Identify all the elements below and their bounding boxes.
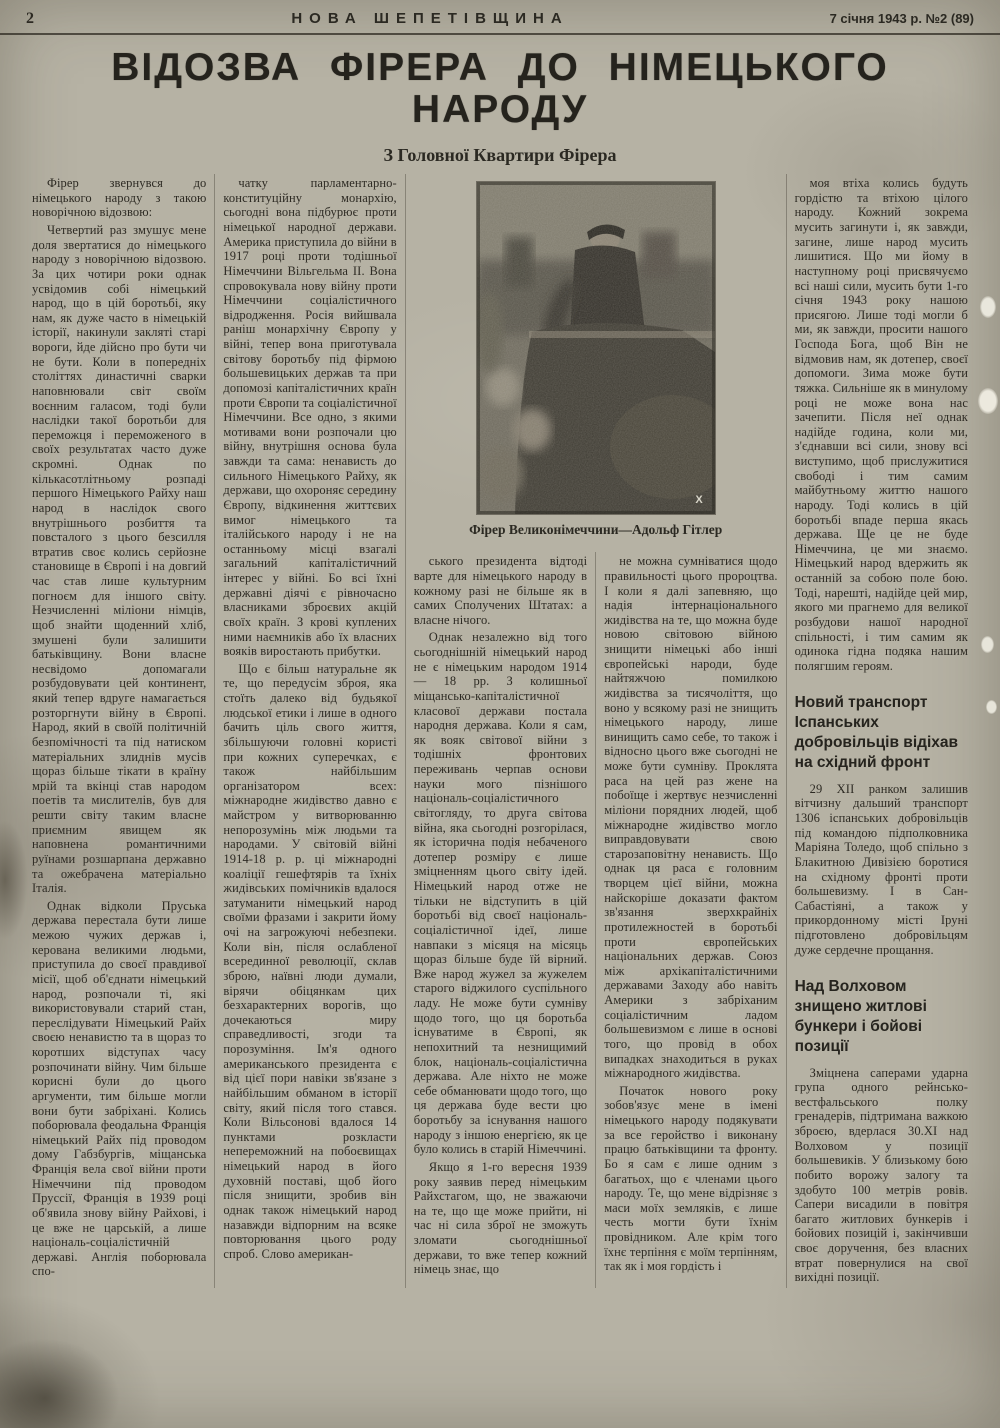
main-headline: ВІДОЗВА ФІРЕРА ДО НІМЕЦЬКОГО НАРОДУ bbox=[111, 46, 889, 132]
paragraph: Однак незалежно від того сьогоднішній німецький народ не є німецьким народом 1914 — 18 рр. З колишньої міщансько-капіталістичної класової держави постала народня держава. Коли я сам, як вояк світової війни з тодішніх фронтових переживань черпав основи науки мого пізнішого національ-соціалістичного світогляду, то друга світова війна, яка сьогодні розгорілася, як історична подія небаченого дотепер розміру є лише зміцненням цього світу ідей. Німецький народ отже не тільки не відступить в цій боротьбі від своєї національ-соціалістичної ідеї, лише навпаки з місяця на місяць щораз більше буде їй вірний. Вже народ жужел за жужелем старого віджилого суспільного ладу. Не може бути сумніву щодо того, що ця боротьба існуватиме в Європі, як непохитний та незнищимий блок, національ-соціалістична держава. Але ніхто не може себе обманювати щодо того, що ця держава буде вести цю боротьбу за існування нашого народу з іншою енергією, як це було колись в старій Німеччині. bbox=[413, 630, 588, 1157]
photo-figure bbox=[405, 174, 786, 552]
photo-artwork bbox=[477, 182, 715, 514]
paragraph: чатку парламентарно-конституційну монархію, сьогодні вона підбурює проти німецької народної держави. Америка приступила до війни в 1917 році проти тодішньої Німеччини Вільгельма II. Вона спровокувала нову війну проти Німеччини соціалістичного відродження. Росія вийшвала раніш монархічну Європу у війні, тепер вона приготувала світову боротьбу під фірмою большевицьких держав та при допомозі капіталістичних країн проти Європи та соціалістичної Німеччини. Все одно, з якими мотивами вони розпочали цю війну, внутрішня основа була завжди та сама: ненависть до сильного Німецького Райху, як держави, що охороняє середину Європу, відкинення життєвих вимог німецького та італійського народу і не на останньому місці взагалі загальний капіталістичний інтерес у війні. Бо всі їхні державні діячі є рівночасно власниками зброєвих акцій своїх країн. З крові куплених ними наємників або їх власних вояків виростають прибутки. bbox=[223, 176, 397, 659]
column-2 bbox=[214, 174, 404, 1288]
paper-hole bbox=[981, 636, 994, 653]
paragraph: Однак відколи Пруська держава перестала бути лише межою чужих держав і, керована великими людьми, приступила до своєї правдивої місії, щоб об'єднати німецький народ, розпочали ті, які використовували старий стан, переслідувати Німецький Райх своєю ненавистю та в щораз то коротших відступах часу розпочинати війну. Чим більше корисні були до цього аргументи, тим більше могли вони бути забріхані. Колись поборювала феодальна Франція німецький Райх під проводом дому Габзбургів, міщанська Франція вела свої війни проти Німеччини під проводом Пруссії, Франція в 1939 році об'явила знову війну Райхові, і це вже не царській, а лише національ-соціалістичній державі. Англія поборювала спо- bbox=[32, 898, 207, 1279]
photo-caption: Фірер Великонімеччини—Адольф Гітлер bbox=[469, 522, 723, 538]
speech-conclusion bbox=[795, 176, 968, 673]
paragraph: не можна сумніватися щодо правильності цього пророцтва. І коли я далі запевняю, що надія інтернаціонального жидівства на те, що можна буде новою світовою війною знищити німецькі або інші європейські народи, буде найтяжчою помилкою жидівства за тисячоліття, що воно у всякому разі не знищить німецького народу, лише винищить само себе, то також і відносно цього вже сьогодні не може бути сумніву. Проклята раса на цей раз жене на побоїще і жертвує незчисленні міліони порядних людей, щоб міжнародне жидівство могло виправдовувати свою старозаповітну ненависть. Що однак ця раса є головним творцем цієї війни, можна найскоріше доказати фактом зв'язання зверхкрайніх протилежностей в боротьбі проти європейських національних держав. Союз між архікапіталістичними державами Заходу або навіть Америки з забріханим соціалістичним ладом большевизмом є лише в основі того, що провід в обох випадках знаходиться в руках міжнародного жидівства. bbox=[604, 554, 778, 1081]
hitler-car-photo bbox=[477, 182, 715, 514]
paragraph: Якщо я 1-го вересня 1939 року заявив перед німецьким Райхстагом, що, не зважаючи на те, що ще може прийти, ні час ні сила зброї не зможуть зломати сьогоднішньої держави, то вже тепер кожний німець знає, що bbox=[413, 1159, 588, 1277]
column-3 bbox=[405, 552, 595, 1288]
paragraph: моя втіха колись будуть гордістю та втіхою цілого народу. Кожний зокрема мусить загинути і, як завжди, загине, лише народ мусить лишитися. Що ми йому в наступному році присвячуємо всі наші сили, мусить бути 1-го січня 1943 року нашою присягою. Лише тоді могли б ми, як завжди, просити нашого Господа Бога, щоб Він не відмовив нам, як дотепер, своєї допомоги. Зима може бути тяжка. Сильніше як в минулому році не може вона нас зачепити. Після неї однак надійде година, коли ми, з'єднавши всі сили, знову всі виступимо, щоб прислужитися свободі і тим самим майбутньому життю нашого народу. Тоді колись в цій боротьбі впаде перша якась держава. Ще це не буде Німеччина, це ми знаємо. Німецький народ вдержить як останній за собою поле бою. Тоді, нарешті, надійде цей мир, якого ми прагнемо для великої розбудови нашої народної спільності, і тим самим як одинока гідна подяка нашим полягшим героям. bbox=[794, 176, 968, 673]
paper-hole bbox=[978, 388, 998, 414]
paragraph: Що є більш натуральне як те, що передусім зброя, яка стоїть далеко від будьякої людської етики і лише в одного бачить ціль свого життя, збільшуючи головні користі при кожних суперечках, є також найбільшим організатором всех: міжнародне жидівство давно є майстром у витворюванню непорозумінь між людьми та народами. У світовій війні 1914-18 р. р. ці міжнародні коаліції гешефтярів та їхніх жидівських помічників вдалося затуманити німецький народ своїми фразами і закрити йому очі на загрожуючі небезпеки. Коли він, після ослабленої всерединної революції, склав зброю, наївні люди думали, вірячи обіцянкам цих безхарактерних ворогів, що дочекаються миру справедливості, згоди та порозуміння. Ім'я одного американського президента є від цієї пори навіки зв'язане з найбільшим обманом в історії світу, який після того стався. Коли Вільсонові вдалося 14 пунктами розкласти непереможний на побоєвищах німецький народ в його духовній поставі, щоб його після знищити, зробив він однак також німецький народ назавжди відпорним на всяке повторювання цього роду спроб. Слово американ- bbox=[223, 661, 397, 1261]
column-5 bbox=[786, 174, 976, 1288]
paragraph: Фірер звернувся до німецького народу з такою новорічною відозвою: bbox=[32, 176, 207, 220]
photo-x-mark: X bbox=[695, 494, 703, 507]
article-body bbox=[24, 174, 976, 1288]
paragraph: Четвертий раз змушує мене доля звертатися до німецького народу з новорічною відозвою. За цих чотири роки однак усвідомив собі німецький народ, що в цій боротьбі, яку нам, як дуже часто в німецькій історії, накинули закляті старі вороги, йде дійсно про бути чи не бути. Коли в попередніх століттях династичні сварки наповнювали світ своїм воєнним галасом, тоді були наслідки такої боротьби для переможця і переможеного в своїх результатах часто дуже скромні. Однак по кількасотлітньому розпаді першого Німецького Райху наш народ в наслідок свого внутрішнього розбиття та повсталого з цього безсилля втратив своє колись серйозне становище в Європі і на довгий час став лише культурним погноєм для іншого світу. Незчисленні міліони німців, щоб знайти щоденний хліб, змушені були залишити батьківщину. Вони власне несвідомо допомагали розбудовувати цей континент, який тепер вдруге намагається розторгнути війну в Європі. Народ, який в своїй політичній безпомічності та під натиском матеріальних злиднів мусів щораз більше тікати в країну мрій та вкінці став народом поетів та мислителів, був для решти світу таким власне приємним явищем як наповнена романтичними руїнами розшарпана державно та ожебрачена матеріально Італія. bbox=[32, 223, 207, 896]
article-body-text: 29 XII ранком залишив вітчизну дальший транспорт 1306 іспанських добровільців під командою підполковника Маріяна Толедо, щоб спільно з Блакитною Дивізією боротися на східному фронті проти большевизму. І в Сан-Сабастіяні, а також у прикордонному місті Іруні підготовлено добровільцям дуже сердечне прощання. bbox=[794, 781, 968, 957]
page-number: 2 bbox=[26, 10, 34, 27]
article-volkhov-bunkers bbox=[795, 977, 968, 1285]
subheadline: З Головної Квартири Фірера bbox=[383, 145, 617, 166]
newspaper-title: НОВА ШЕПЕТІВЩИНА bbox=[291, 10, 569, 27]
paper-hole bbox=[986, 700, 997, 714]
article-body-text: Зміцнена саперами ударна група одного рейнсько-вестфальського полку гренадерів, підтримана важкою зброєю, вдерлася 30.XI над Волховом у позиції большевиків. У близькому бою побито ворожу залогу та здобуто 100 метрів ровів. Сапери висадили в повітря багато житлових бункерів і бойових позицій і, закінчивши своє доручення, без власних втрат повернулися на свої вихідні позиції. bbox=[794, 1065, 968, 1285]
article-spanish-volunteers bbox=[795, 693, 968, 957]
paragraph: Початок нового року зобов'язує мене в імені німецького народу подякувати за все геройство і виконану працю батьківщини та фронту. Бо я сам є лише одним з багатьох, що є членами цього народу. Те, що мене відрізняє з маси моїх земляків, є лише честь могти бути їхнім провідником. Але крім того їхнє терпіння є моїм терпінням, так як і моя гордість і bbox=[604, 1083, 778, 1274]
date-issue-line: 7 січня 1943 р. №2 (89) bbox=[829, 11, 974, 26]
article-title: Над Волховом знищено житлові бункери і бойові позиції bbox=[794, 978, 927, 1055]
article-title: Новий транспорт Іспанських добровільців відіхав на східний фронт bbox=[794, 694, 959, 771]
column-4 bbox=[595, 552, 785, 1288]
paper-stain bbox=[0, 1338, 120, 1428]
page-header bbox=[0, 0, 1000, 35]
paper-hole bbox=[980, 296, 996, 318]
paragraph: ського президента відтоді варте для німецького народу в кожному разі не більше як в самих Сполучених Штатах: а власне нічого. bbox=[413, 554, 588, 627]
column-1 bbox=[24, 174, 214, 1288]
